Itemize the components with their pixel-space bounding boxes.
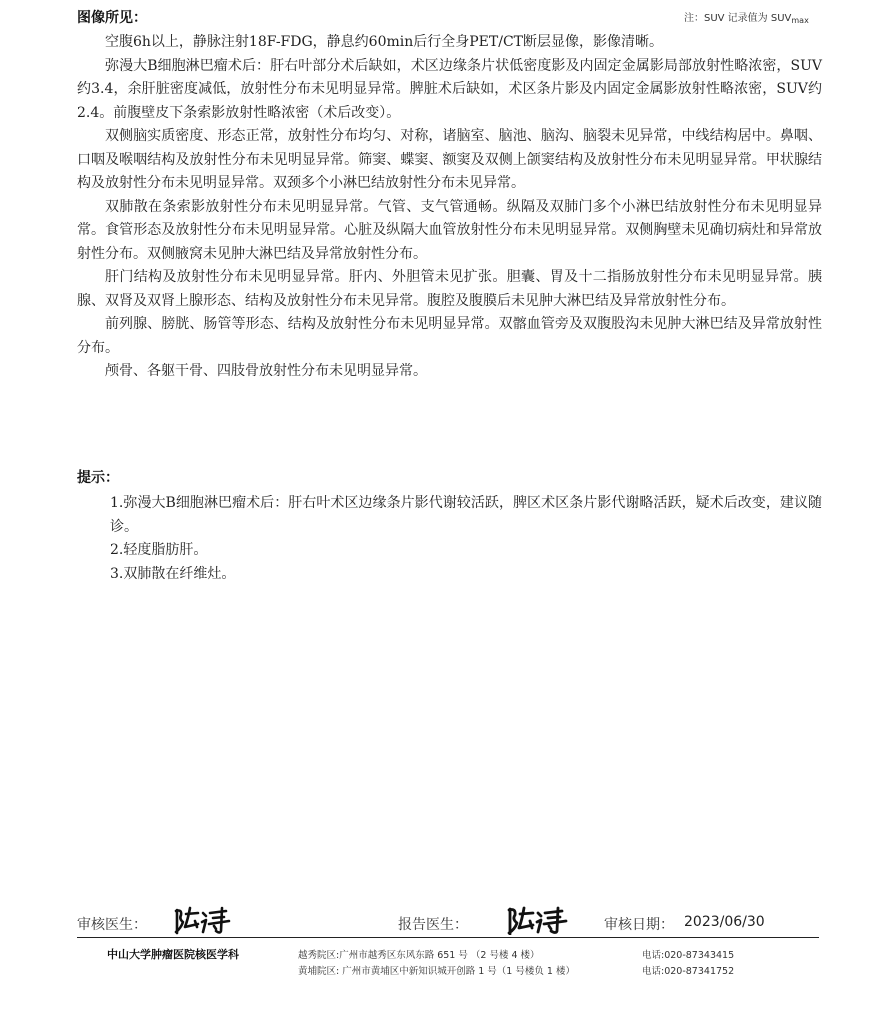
address-huangpu: 黄埔院区: 广州市黄埔区中新知识城开创路 1 号（1 号楼负 1 楼）	[298, 966, 575, 977]
findings-paragraph: 弥漫大B细胞淋巴瘤术后：肝右叶部分术后缺如，术区边缘条片状低密度影及内固定金属影局部放射性略浓密，SUV约3.4，余肝脏密度减低，放射性分布未见明显异常。脾脏术后缺如，术区条片影及内固定金属影放射性略浓密，SUV约2.4。前腹壁皮下条索影放射性略浓密（术后改变）。	[77, 57, 822, 121]
findings-paragraph: 肝门结构及放射性分布未见明显异常。肝内、外胆管未见扩张。胆囊、胃及十二指肠放射性分布未见明显异常。胰腺、双肾及双肾上腺形态、结构及放射性分布未见异常。腹腔及腹膜后未见肿大淋巴结及异常放射性分布。	[77, 269, 822, 309]
findings-title: 图像所见：	[77, 10, 147, 26]
date-label: 审核日期：	[604, 917, 674, 933]
findings-paragraph: 前列腺、膀胱、肠管等形态、结构及放射性分布未见明显异常。双髂血管旁及双腹股沟未见肿大淋巴结及异常放射性分布。	[77, 316, 822, 356]
reporter-signature	[505, 905, 571, 935]
findings-paragraph: 双侧脑实质密度、形态正常，放射性分布均匀、对称，诸脑室、脑池、脑沟、脑裂未见异常，中线结构居中。鼻咽、口咽及喉咽结构及放射性分布未见明显异常。筛窦、蝶窦、额窦及双侧上颌窦结构及放射性分布未见明显异常。甲状腺结构及放射性分布未见明显异常。双颈多个小淋巴结放射性分布未见异常。	[77, 128, 822, 191]
findings-paragraph: 双肺散在条索影放射性分布未见明显异常。气管、支气管通畅。纵隔及双肺门多个小淋巴结放射性分布未见明显异常。食管形态及放射性分布未见明显异常。心脏及纵隔大血管放射性分布未见明显异常。双侧胸壁未见确切病灶和异常放射性分布。双侧腋窝未见肿大淋巴结及异常放射性分布。	[77, 198, 822, 262]
address-yuexiu: 越秀院区:广州市越秀区东风东路 651 号 （2 号楼 4 楼）	[298, 950, 540, 961]
findings-paragraph: 颅骨、各躯干骨、四肢骨放射性分布未见明显异常。	[105, 363, 427, 379]
phone-huangpu: 电话:020-87341752	[642, 966, 735, 977]
hospital-department: 中山大学肿瘤医院核医学科	[107, 948, 239, 961]
suv-note	[684, 9, 809, 25]
hints-list	[110, 492, 822, 586]
suv-note-subscript: max	[791, 16, 809, 25]
phone-yuexiu: 电话:020-87343415	[642, 950, 735, 961]
footer-divider	[77, 937, 819, 938]
reporter-label: 报告医生：	[398, 917, 468, 933]
findings-body	[77, 31, 822, 384]
findings-paragraph: 空腹6h以上，静脉注射18F-FDG，静息约60min后行全身PET/CT断层显像，影像清晰。	[105, 34, 664, 50]
hint-item: 1.弥漫大B细胞淋巴瘤术后：肝右叶术区边缘条片影代谢较活跃，脾区术区条片影代谢略活跃，疑术后改变，建议随诊。	[110, 495, 822, 535]
hint-item: 3.双肺散在纤维灶。	[110, 565, 236, 582]
hints-title: 提示：	[77, 470, 119, 486]
review-date: 2023/06/30	[684, 914, 765, 930]
suv-note-prefix: 注：SUV 记录值为 SUV	[684, 13, 792, 24]
reviewer-label: 审核医生：	[77, 917, 147, 933]
reviewer-signature	[172, 905, 234, 935]
hint-item: 2.轻度脂肪肝。	[110, 542, 208, 558]
